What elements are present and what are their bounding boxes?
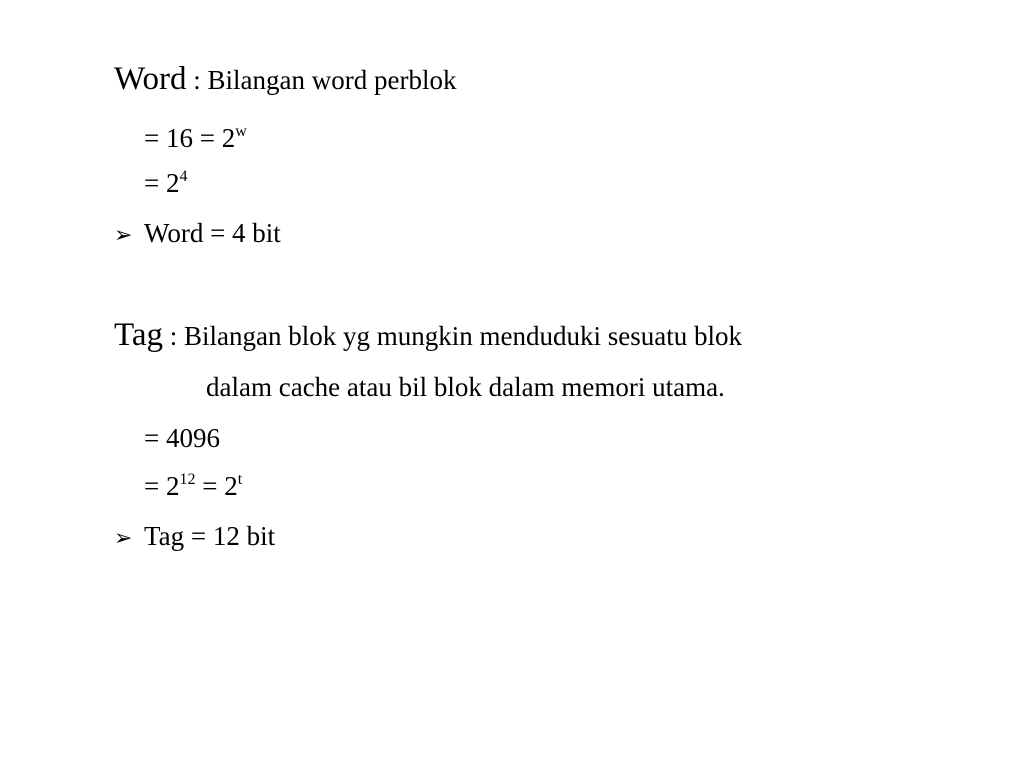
tag-eq2-exponent-2: t — [237, 471, 243, 488]
word-equation-1 — [144, 122, 247, 154]
tag-definition-2: dalam cache atau bil blok dalam memori utama. — [206, 372, 725, 402]
word-result: Word = 4 bit — [144, 218, 281, 248]
tag-definition-line — [114, 319, 742, 352]
tag-result: Tag = 12 bit — [144, 521, 276, 551]
word-eq1-exponent: w — [235, 123, 247, 140]
tag-eq2-exponent-1: 12 — [179, 471, 196, 488]
tag-term: Tag — [114, 317, 164, 353]
word-eq2-text: = 2 — [144, 168, 180, 198]
tag-result-bullet — [114, 520, 275, 555]
word-result-bullet — [114, 217, 281, 252]
tag-definition-continuation — [206, 371, 725, 403]
tag-definition-1: : Bilangan blok yg mungkin menduduki sesuatu blok — [169, 321, 742, 351]
word-term: Word — [114, 61, 187, 97]
tag-eq2-text-a: = 2 — [144, 471, 180, 501]
word-definition-line — [114, 63, 456, 96]
tag-eq2-text-b: = 2 — [195, 471, 238, 501]
tag-equation-1 — [144, 422, 220, 454]
arrowhead-bullet-icon: ➢ — [114, 223, 133, 248]
word-definition: : Bilangan word perblok — [193, 65, 457, 95]
tag-equation-2 — [144, 470, 242, 502]
word-eq1-text: = 16 = 2 — [144, 123, 236, 153]
tag-eq1-text: = 4096 — [144, 423, 220, 453]
word-eq2-exponent: 4 — [179, 168, 188, 185]
word-equation-2 — [144, 167, 187, 199]
arrowhead-bullet-icon: ➢ — [114, 526, 133, 551]
